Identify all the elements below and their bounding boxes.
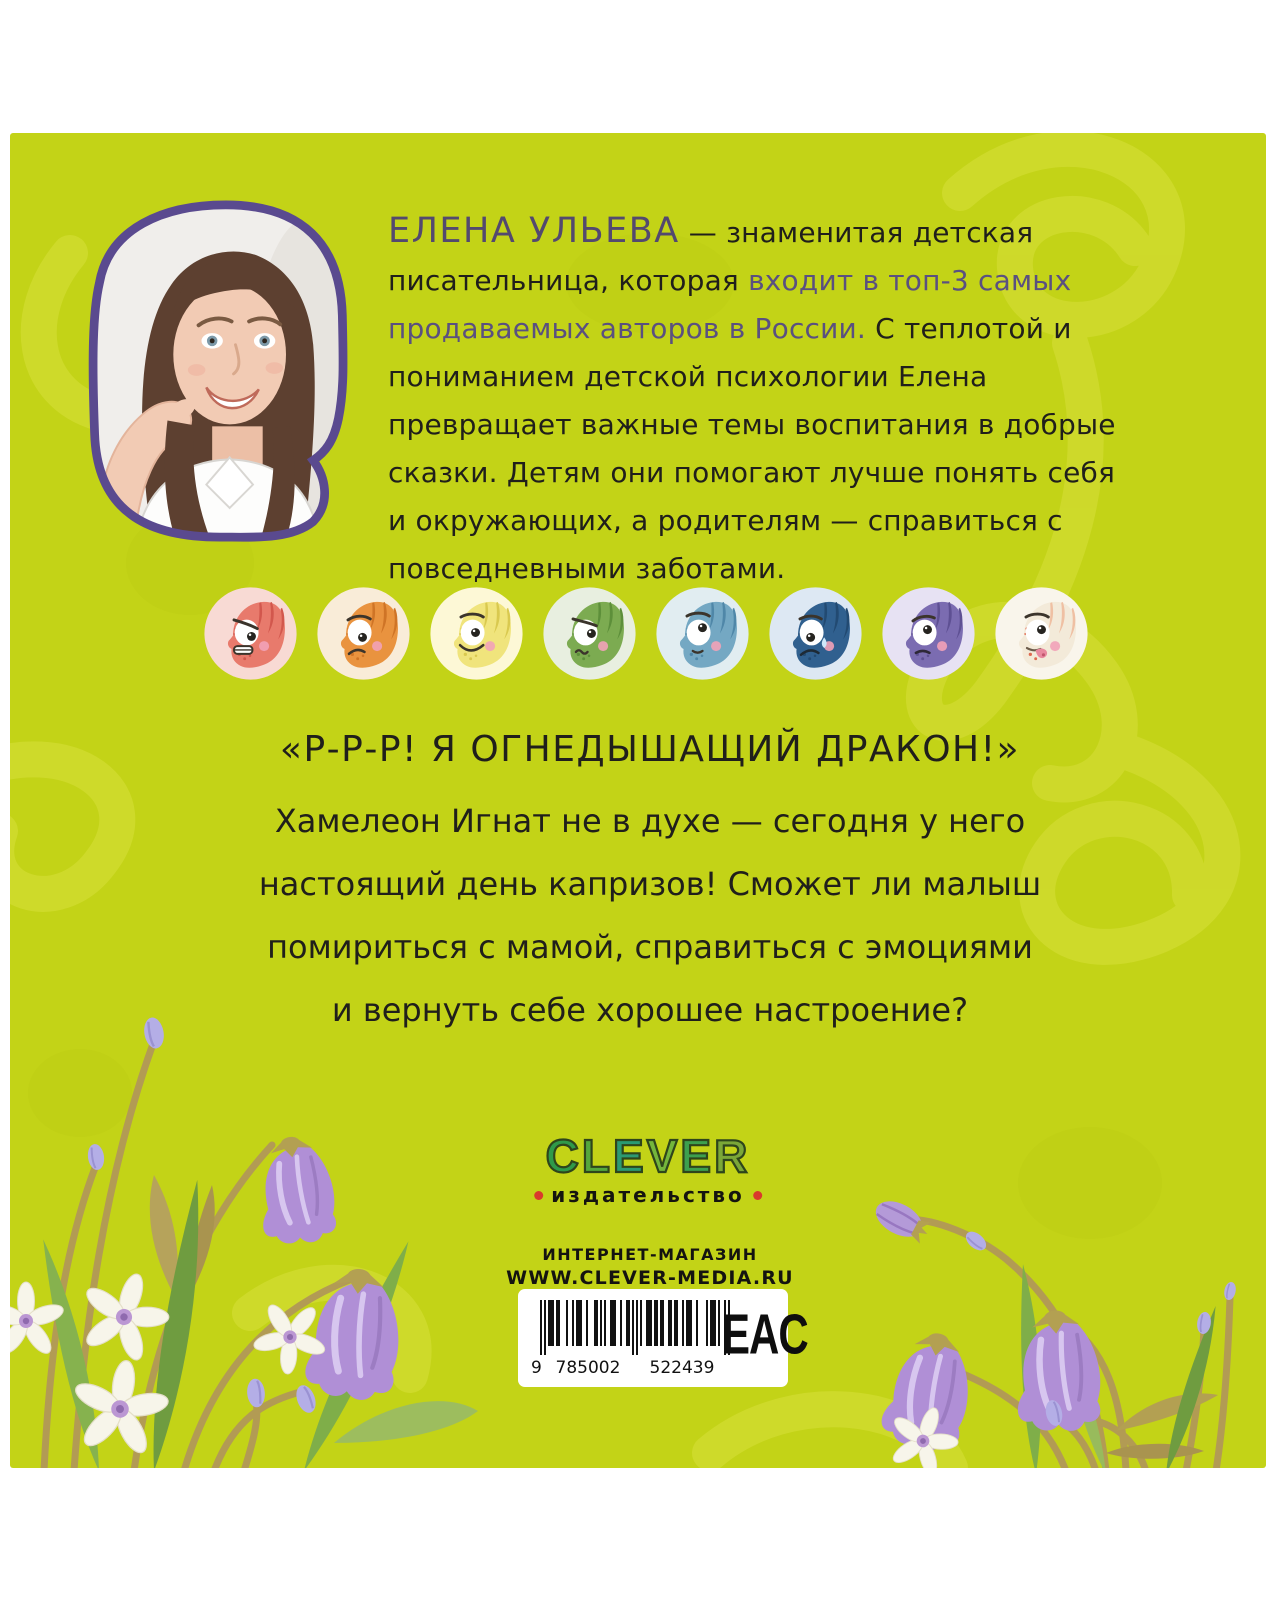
publisher-subtitle: издательство xyxy=(551,1183,745,1207)
chameleon-badge-angry xyxy=(202,585,299,682)
author-bio-segment: С теплотой и пониманием детской психологии Елена превращает важные темы воспитания в добрые сказки. Детям они помогают лучше понять себя и окружающих, а родителям — справиться с повседневными заботами. xyxy=(388,312,1116,585)
svg-text:522439: 522439 xyxy=(649,1358,715,1378)
annotation-line: и вернуть себе хорошее настроение? xyxy=(331,991,969,1029)
author-bio-text xyxy=(388,207,1130,593)
red-dot-icon xyxy=(534,1191,543,1200)
chameleon-badge-happy xyxy=(428,585,525,682)
chameleon-badge-grumpy xyxy=(541,585,638,682)
chameleon-badge-worried xyxy=(880,585,977,682)
clever-logo-letter: C xyxy=(545,1130,582,1182)
author-bio-segment: — знаменитая детская писательница, которая xyxy=(388,216,1034,297)
clever-logo-letter: R xyxy=(714,1130,751,1182)
author-photo xyxy=(82,193,354,547)
clever-logo-letter: E xyxy=(680,1130,715,1182)
clever-logo-letter: V xyxy=(646,1130,681,1182)
clever-logo-letter: E xyxy=(613,1130,647,1182)
clever-logo xyxy=(534,1130,762,1182)
chameleon-badge-sad xyxy=(315,585,412,682)
publisher-website: WWW.CLEVER-MEDIA.RU xyxy=(506,1267,794,1289)
svg-text:785002: 785002 xyxy=(555,1358,621,1378)
eac-mark: EAC xyxy=(722,1302,808,1366)
chameleon-emotion-badges xyxy=(202,585,1090,682)
chameleon-badge-crying xyxy=(767,585,864,682)
ean13-barcode xyxy=(530,1300,730,1378)
annotation-line: настоящий день капризов! Сможет ли малыш xyxy=(258,865,1042,903)
bluebell-illustration-right xyxy=(806,1139,1266,1468)
clever-logo-letter: L xyxy=(581,1130,614,1182)
annotation-line: Хамелеон Игнат не в духе — сегодня у него xyxy=(274,802,1026,840)
book-back-cover xyxy=(10,133,1266,1468)
publisher-subtitle-row xyxy=(534,1183,762,1207)
bluebell-illustration-left xyxy=(10,969,486,1468)
barcode-panel xyxy=(518,1289,808,1387)
svg-text:9: 9 xyxy=(531,1358,542,1378)
online-shop-label: ИНТЕРНЕТ-МАГАЗИН xyxy=(542,1245,758,1264)
annotation-heading: «Р-Р-Р! Я ОГНЕДЫШАЩИЙ ДРАКОН!» xyxy=(279,729,1021,770)
chameleon-badge-silly xyxy=(993,585,1090,682)
author-name: ЕЛЕНА УЛЬЕВА xyxy=(388,211,680,251)
publisher-block xyxy=(534,1130,762,1207)
chameleon-badge-shy xyxy=(654,585,751,682)
author-bio-accent: входит в топ-3 самых продаваемых авторов в России. xyxy=(388,264,1072,345)
red-dot-icon xyxy=(753,1191,762,1200)
annotation-line: помириться с мамой, справиться с эмоциями xyxy=(267,928,1033,966)
